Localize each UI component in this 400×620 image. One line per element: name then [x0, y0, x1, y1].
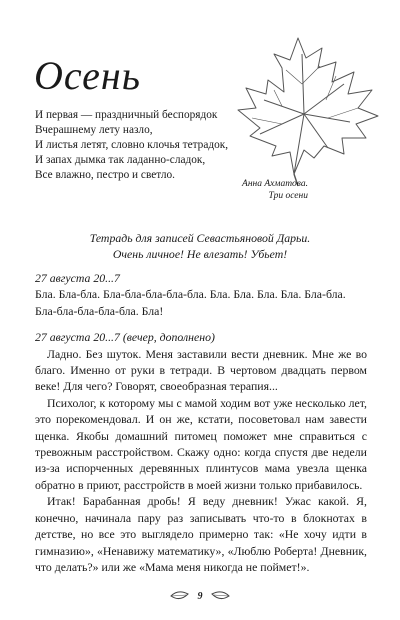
diary-body	[35, 270, 367, 575]
small-leaf-icon	[210, 590, 230, 602]
entry-date: 27 августа 20...7	[35, 271, 120, 285]
chapter-title: Осень	[34, 53, 141, 98]
epigraph-attribution	[242, 178, 308, 202]
poem-source: Три осени	[268, 191, 308, 201]
notebook-header	[30, 230, 370, 262]
poem-line: И запах дымка так ладанно-сладок,	[35, 154, 206, 166]
poem-line: И первая — праздничный беспорядок	[35, 109, 218, 121]
page-number: 9	[197, 591, 203, 602]
page-footer	[0, 588, 400, 608]
small-leaf-icon	[170, 590, 190, 602]
poem-line: И листья летят, словно клочья тетрадок,	[35, 139, 229, 151]
entry-paragraph: Психолог, к которому мы с мамой ходим вот уже несколько лет, это порекомендовал. И он же, кстати, посоветовал нам завести щенка. Якобы домашний питомец поможет мне справиться с тревожным расстройством. Скажу одно: когда спустя две недели из-за испорченных деревянных плинтусов мама увезла щенка обратно в приют, расстройств в моей жизни только прибавилось.	[35, 395, 367, 492]
epigraph-poem	[35, 108, 275, 183]
poem-author: Анна Ахматова.	[242, 179, 308, 189]
entry-paragraph: Ладно. Без шуток. Меня заставили вести дневник. Мне же во благо. Именно от руки в тетради. В чертовом двадцать первом веке! Для чего? Говорят, своеобразная терапия...	[35, 346, 367, 394]
poem-line: Вчерашнему лету назло,	[35, 124, 153, 136]
entry-paragraph: Итак! Барабанная дробь! Я веду дневник! Ужас какой. Я, конечно, начинала пару раз записывать что-то в блокнотах в детстве, но все это выглядело примерно так: «Не хочу идти в гимназию», «Ненавижу математику», «Люблю Роберта! Дневник, что делать?» или же «Мама меня никогда не поймет!».	[35, 494, 367, 574]
entry-line: Бла-бла-бла-бла-бла. Бла!	[35, 303, 164, 318]
entry-date: 27 августа 20...7 (вечер, дополнено)	[35, 330, 215, 345]
entry-line: Бла. Бла-бла. Бла-бла-бла-бла-бла. Бла. Бла. Бла. Бла. Бла-бла.	[35, 287, 346, 302]
poem-line: Все влажно, пестро и светло.	[35, 169, 175, 181]
notebook-header-line: Тетрадь для записей Севастьяновой Дарьи.	[89, 231, 311, 245]
notebook-header-line: Очень личное! Не влезать! Убьет!	[112, 247, 288, 261]
